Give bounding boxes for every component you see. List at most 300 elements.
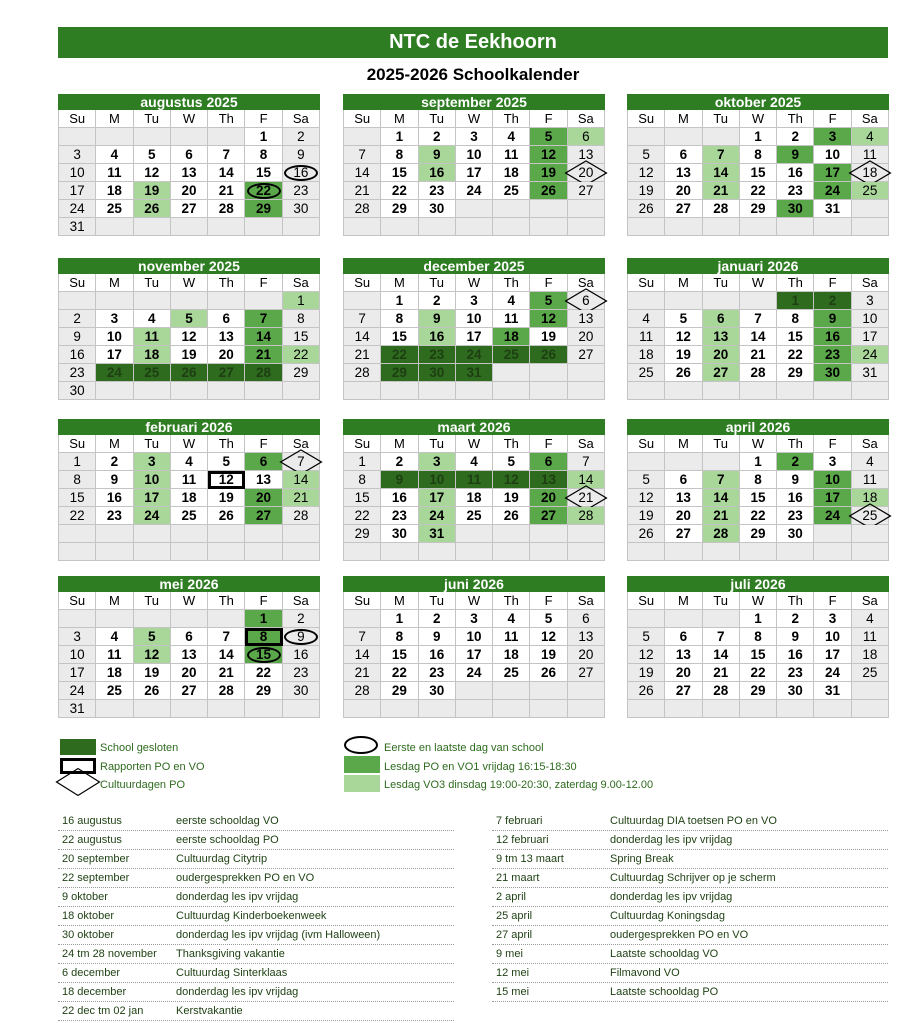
day-cell: 18 [96,664,133,682]
weekday-header: Sa [852,110,889,128]
day-cell: 24 [456,182,493,200]
month-calendar [627,576,889,718]
weekday-header: M [381,435,418,453]
empty-cell [493,700,530,718]
month-calendar [627,94,889,236]
day-cell: 7 [208,146,245,164]
month-calendar [58,258,320,400]
day-cell: 27 [703,364,740,382]
day-cell: 16 [381,489,418,507]
calendar-title: 2025-2026 Schoolkalender [366,65,580,84]
empty-cell [419,382,456,400]
day-cell: 18 [171,489,208,507]
day-cell: 11 [96,646,133,664]
day-cell: 3 [419,453,456,471]
day-cell: 12 [171,328,208,346]
day-cell: 2 [814,292,851,310]
event-description: eerste schooldag VO [176,815,279,827]
day-cell: 9 [96,471,133,489]
weekday-header: M [96,110,133,128]
day-cell: 2 [59,310,96,328]
event-description: donderdag les ipv vrijdag [610,891,733,903]
month-grid [627,435,889,561]
legend-lesdag-swatch [344,756,380,773]
day-cell: 20 [208,346,245,364]
weekday-header: F [245,435,282,453]
empty-cell [493,682,530,700]
day-cell: 16 [777,489,814,507]
month-calendar [343,419,605,561]
weekday-header: W [456,274,493,292]
day-cell: 30 [59,382,96,400]
weekday-header: Tu [134,110,171,128]
legend-closed-label: School gesloten [100,742,179,754]
day-cell: 1 [381,292,418,310]
event-date: 9 mei [496,948,523,960]
day-cell: 23 [59,364,96,382]
empty-cell [530,543,567,561]
weekday-header: W [740,592,777,610]
weekday-header: F [245,110,282,128]
weekday-header: Tu [419,274,456,292]
event-row [58,945,454,964]
day-cell: 23 [419,346,456,364]
day-cell: 16 [419,328,456,346]
day-cell: 4 [493,128,530,146]
day-cell: 14 [344,328,381,346]
day-cell: 27 [665,525,702,543]
day-cell: 19 [134,664,171,682]
weekday-header: M [665,110,702,128]
day-cell: 4 [493,610,530,628]
empty-cell [814,543,851,561]
day-cell: 25 [493,182,530,200]
day-cell: 7 [703,471,740,489]
empty-cell [245,292,282,310]
day-cell: 14 [344,164,381,182]
event-row [492,945,888,964]
day-cell: 31 [456,364,493,382]
weekday-header: M [665,435,702,453]
empty-cell [171,543,208,561]
legend-lesdag-vo3-swatch [344,775,380,792]
empty-cell [344,610,381,628]
day-cell: 11 [171,471,208,489]
day-cell: 5 [628,471,665,489]
weekday-header: Tu [419,110,456,128]
empty-cell [171,382,208,400]
day-cell: 3 [456,610,493,628]
day-cell: 19 [171,346,208,364]
day-cell: 16 [814,328,851,346]
day-cell: 5 [134,146,171,164]
day-cell: 22 [245,664,282,682]
day-cell: 2 [96,453,133,471]
empty-cell [344,128,381,146]
day-cell: 21 [740,346,777,364]
empty-cell [344,543,381,561]
day-cell: 17 [96,346,133,364]
events-list-left [58,812,454,1021]
day-cell: 17 [419,489,456,507]
day-cell: 4 [852,610,889,628]
weekday-header: Th [493,110,530,128]
day-cell: 7 [344,310,381,328]
event-row [58,869,454,888]
empty-cell [344,382,381,400]
day-cell: 22 [59,507,96,525]
day-cell: 28 [208,682,245,700]
event-description: donderdag les ipv vrijdag [610,834,733,846]
empty-cell [703,218,740,236]
day-cell: 24 [456,346,493,364]
day-cell: 28 [703,682,740,700]
day-cell: 15 [740,646,777,664]
empty-cell [568,200,605,218]
day-cell: 26 [530,346,567,364]
day-cell: 8 [381,310,418,328]
day-cell: 6 [665,471,702,489]
day-cell: 17 [814,164,851,182]
day-cell: 22 [740,507,777,525]
day-cell: 28 [344,682,381,700]
empty-cell [96,128,133,146]
day-cell: 21 [208,664,245,682]
day-cell: 26 [208,507,245,525]
weekday-header: F [530,110,567,128]
weekday-header: W [171,110,208,128]
month-grid [343,592,605,718]
empty-cell [59,543,96,561]
day-cell: 15 [59,489,96,507]
empty-cell [493,218,530,236]
day-cell: 12 [134,646,171,664]
month-grid [58,592,320,718]
day-cell: 3 [814,453,851,471]
event-date: 16 augustus [62,815,122,827]
day-cell: 8 [283,310,320,328]
day-cell: 28 [740,364,777,382]
weekday-header: Su [344,435,381,453]
day-cell: 7 [245,310,282,328]
day-cell: 4 [628,310,665,328]
month-grid [627,274,889,400]
day-cell: 2 [419,610,456,628]
day-cell: 25 [852,507,889,525]
day-cell: 12 [208,471,245,489]
day-cell: 10 [419,471,456,489]
event-description: donderdag les ipv vrijdag [176,986,299,998]
day-cell: 22 [381,182,418,200]
event-description: Cultuurdag Citytrip [176,853,268,865]
day-cell: 12 [665,328,702,346]
day-cell: 15 [381,164,418,182]
day-cell: 12 [493,471,530,489]
day-cell: 26 [134,682,171,700]
day-cell: 13 [171,646,208,664]
weekday-header: W [171,274,208,292]
day-cell: 15 [740,164,777,182]
empty-cell [283,218,320,236]
day-cell: 19 [628,182,665,200]
day-cell: 19 [208,489,245,507]
weekday-header: Tu [703,110,740,128]
month-title: april 2026 [627,419,889,435]
event-row [58,907,454,926]
empty-cell [208,292,245,310]
empty-cell [665,453,702,471]
day-cell: 18 [852,646,889,664]
weekday-header: Tu [703,435,740,453]
empty-cell [245,525,282,543]
day-cell: 28 [568,507,605,525]
event-description: Cultuurdag Koningsdag [610,910,725,922]
month-title: augustus 2025 [58,94,320,110]
month-grid [627,592,889,718]
day-cell: 13 [665,646,702,664]
day-cell: 26 [134,200,171,218]
day-cell: 4 [96,146,133,164]
day-cell: 5 [493,453,530,471]
empty-cell [665,700,702,718]
day-cell: 31 [814,200,851,218]
empty-cell [568,364,605,382]
day-cell: 28 [703,525,740,543]
events-list-right [492,812,888,1002]
day-cell: 6 [530,453,567,471]
day-cell: 1 [740,128,777,146]
event-date: 6 december [62,967,121,979]
empty-cell [852,218,889,236]
day-cell: 6 [208,310,245,328]
day-cell: 5 [530,610,567,628]
day-cell: 16 [96,489,133,507]
weekday-header: Tu [134,435,171,453]
event-description: oudergesprekken PO en VO [176,872,315,884]
empty-cell [814,218,851,236]
day-cell: 14 [703,646,740,664]
day-cell: 24 [814,182,851,200]
day-cell: 11 [134,328,171,346]
empty-cell [530,200,567,218]
day-cell: 24 [59,682,96,700]
month-grid [627,110,889,236]
day-cell: 21 [568,489,605,507]
day-cell: 22 [777,346,814,364]
day-cell: 24 [96,364,133,382]
empty-cell [456,525,493,543]
day-cell: 25 [493,664,530,682]
day-cell: 7 [283,453,320,471]
weekday-header: W [740,274,777,292]
day-cell: 21 [208,182,245,200]
day-cell: 18 [493,328,530,346]
day-cell: 8 [740,628,777,646]
month-grid [58,435,320,561]
event-date: 25 april [496,910,533,922]
day-cell: 7 [703,146,740,164]
weekday-header: M [96,274,133,292]
weekday-header: Th [493,435,530,453]
empty-cell [628,128,665,146]
day-cell: 27 [208,364,245,382]
empty-cell [703,128,740,146]
day-cell: 17 [456,328,493,346]
empty-cell [777,382,814,400]
empty-cell [568,543,605,561]
day-cell: 28 [208,200,245,218]
weekday-header: Su [628,592,665,610]
day-cell: 29 [740,200,777,218]
empty-cell [628,700,665,718]
day-cell: 31 [814,682,851,700]
month-title: juni 2026 [343,576,605,592]
empty-cell [381,218,418,236]
day-cell: 9 [283,628,320,646]
day-cell: 17 [814,646,851,664]
day-cell: 26 [628,682,665,700]
day-cell: 19 [628,507,665,525]
day-cell: 1 [740,610,777,628]
day-cell: 26 [171,364,208,382]
day-cell: 1 [381,610,418,628]
day-cell: 6 [171,628,208,646]
day-cell: 30 [283,682,320,700]
empty-cell [208,525,245,543]
weekday-header: Tu [134,592,171,610]
empty-cell [530,700,567,718]
empty-cell [703,610,740,628]
day-cell: 5 [208,453,245,471]
weekday-header: M [381,110,418,128]
day-cell: 18 [493,164,530,182]
event-row [58,983,454,1002]
empty-cell [134,128,171,146]
day-cell: 8 [344,471,381,489]
empty-cell [59,610,96,628]
weekday-header: Sa [283,435,320,453]
day-cell: 5 [628,146,665,164]
day-cell: 20 [568,328,605,346]
day-cell: 6 [568,292,605,310]
day-cell: 24 [814,664,851,682]
day-cell: 13 [665,164,702,182]
day-cell: 14 [703,164,740,182]
legend-lesdag-vo3-label: Lesdag VO3 dinsdag 19:00-20:30, zaterdag 9.00-12.00 [384,779,654,791]
day-cell: 20 [245,489,282,507]
event-date: 30 oktober [62,929,114,941]
day-cell: 7 [208,628,245,646]
day-cell: 9 [283,146,320,164]
day-cell: 20 [171,664,208,682]
day-cell: 16 [419,646,456,664]
empty-cell [530,382,567,400]
empty-cell [665,382,702,400]
day-cell: 23 [777,507,814,525]
event-date: 20 september [62,853,130,865]
legend-closed-swatch [60,739,96,755]
day-cell: 9 [777,471,814,489]
day-cell: 8 [740,471,777,489]
weekday-header: F [814,274,851,292]
day-cell: 29 [740,682,777,700]
day-cell: 23 [777,664,814,682]
empty-cell [703,453,740,471]
day-cell: 21 [344,346,381,364]
day-cell: 13 [530,471,567,489]
day-cell: 10 [814,146,851,164]
day-cell: 8 [59,471,96,489]
day-cell: 23 [381,507,418,525]
event-row [492,869,888,888]
day-cell: 19 [530,328,567,346]
empty-cell [245,382,282,400]
empty-cell [493,364,530,382]
day-cell: 17 [456,164,493,182]
day-cell: 18 [493,646,530,664]
empty-cell [59,128,96,146]
day-cell: 8 [381,628,418,646]
day-cell: 31 [419,525,456,543]
day-cell: 12 [134,164,171,182]
day-cell: 11 [852,471,889,489]
event-row [492,888,888,907]
day-cell: 9 [419,628,456,646]
month-calendar [627,419,889,561]
empty-cell [171,128,208,146]
day-cell: 4 [171,453,208,471]
day-cell: 15 [283,328,320,346]
day-cell: 30 [419,682,456,700]
day-cell: 21 [283,489,320,507]
empty-cell [283,382,320,400]
day-cell: 29 [381,200,418,218]
day-cell: 14 [344,646,381,664]
day-cell: 24 [814,507,851,525]
legend-reports-label: Rapporten PO en VO [100,761,205,773]
day-cell: 27 [171,682,208,700]
day-cell: 9 [814,310,851,328]
weekday-header: Th [493,592,530,610]
empty-cell [171,525,208,543]
day-cell: 1 [245,610,282,628]
day-cell: 24 [134,507,171,525]
legend-first-last-label: Eerste en laatste dag van school [384,742,544,754]
day-cell: 11 [456,471,493,489]
day-cell: 3 [134,453,171,471]
day-cell: 29 [283,364,320,382]
day-cell: 8 [245,146,282,164]
month-title: februari 2026 [58,419,320,435]
day-cell: 6 [171,146,208,164]
day-cell: 16 [777,164,814,182]
day-cell: 3 [814,610,851,628]
weekday-header: Sa [283,592,320,610]
day-cell: 10 [456,628,493,646]
weekday-header: W [456,592,493,610]
event-date: 9 tm 13 maart [496,853,564,865]
event-description: Filmavond VO [610,967,680,979]
month-title: mei 2026 [58,576,320,592]
day-cell: 8 [381,146,418,164]
weekday-header: M [381,274,418,292]
empty-cell [493,525,530,543]
event-row [58,964,454,983]
weekday-header: Su [59,274,96,292]
month-calendar [58,94,320,236]
day-cell: 15 [245,646,282,664]
day-cell: 26 [530,182,567,200]
